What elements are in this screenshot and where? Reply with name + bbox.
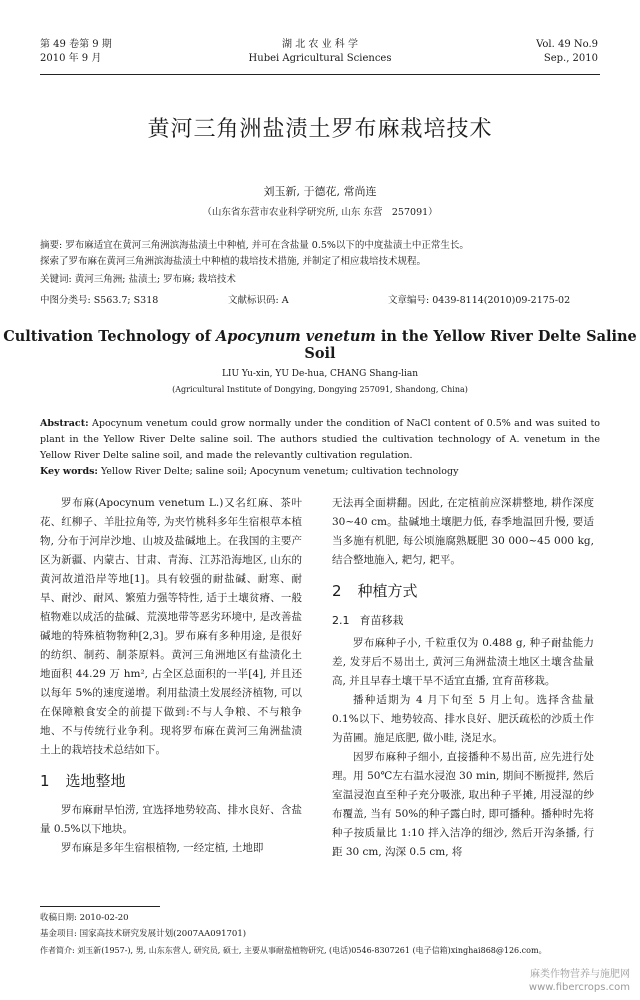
section-1-paragraph-1: 罗布麻耐旱怕涝, 宜选择地势较高、排水良好、含盐量 0.5%以下地块。 xyxy=(40,804,302,835)
article-number: 文章编号: 0439-8114(2010)09-2175-02 xyxy=(388,295,571,306)
abstract-en xyxy=(40,416,600,464)
body-column-left xyxy=(40,494,302,858)
abstract-cn-line1: 摘要: 罗布麻适宜在黄河三角洲滨海盐渍土中种植, 并可在含盐量 0.5%以下的中度盐渍土中正常生长。 xyxy=(40,240,469,251)
title-en-part1: Cultivation Technology of xyxy=(3,328,216,345)
header-rule xyxy=(40,74,600,75)
section-2-number: 2 xyxy=(332,582,342,600)
footnote-rule xyxy=(40,906,160,907)
issue-date-en: Sep., 2010 xyxy=(543,53,598,64)
document-code: 文献标识码: A xyxy=(228,295,289,306)
abstract-en-label: Abstract: xyxy=(40,418,89,429)
authors-en: LIU Yu-xin, YU De-hua, CHANG Shang-lian xyxy=(221,369,419,379)
title-en-species: Apocynum venetum xyxy=(215,328,376,345)
watermark-line2: www.fibercrops.com xyxy=(528,982,630,993)
section-1-title: 选地整地 xyxy=(65,772,126,790)
section-1-paragraph-2: 罗布麻是多年生宿根植物, 一经定植, 土地即 xyxy=(61,842,264,854)
keywords-en-label: Key words: xyxy=(40,466,98,477)
section-2-1-paragraph-1: 罗布麻种子小, 千粒重仅为 0.488 g, 种子耐盐能力差, 发芽后不易出土, 黄河三角洲盐渍土地区土壤含盐量高, 并且早春土壤干旱不适宜直播, 宜育苗移栽。 xyxy=(332,637,594,687)
paper-title-cn: 黄河三角洲盐渍土罗布麻栽培技术 xyxy=(147,117,493,142)
volume-issue: 第 49 卷第 9 期 xyxy=(40,39,112,50)
footnote-fund: 基金项目: 国家高技术研究发展计划(2007AA091701) xyxy=(40,929,247,939)
paper-title-en xyxy=(0,328,640,362)
body-column-right xyxy=(332,494,594,862)
volume-issue-en: Vol. 49 No.9 xyxy=(536,39,598,50)
section-2-1-heading xyxy=(332,611,594,630)
watermark-line1: 麻类作物营养与施肥网 xyxy=(530,969,630,980)
clc-number: 中图分类号: S563.7; S318 xyxy=(40,295,159,306)
abstract-cn-line2: 探索了罗布麻在黄河三角洲滨海盐渍土中种植的栽培技术措施, 并制定了相应栽培技术规程。 xyxy=(40,256,427,267)
keywords-en xyxy=(40,466,600,477)
affiliation-en: (Agricultural Institute of Dongying, Dongying 257091, Shandong, China) xyxy=(172,385,468,394)
intro-paragraph: 罗布麻(Apocynum venetum L.)又名红麻、茶叶花、红柳子、羊肚拉角等, 为夹竹桃科多年生宿根草本植物, 分布于河岸沙地、山坡及盐碱地上。在我国的主要产区为新疆、内蒙古、甘肃、青海、江苏沿海地区, 山东的黄河故道沿岸等地[1]。具有较强的耐盐碱、耐寒、耐旱、耐沙、耐风、繁殖力强等特性, 适于土壤贫瘠、一般植物难以成活的盐碱、荒漠地带等恶劣环境中, 是改善盐碱地的特殊植物物种[2,3]。罗布麻有多种用途, 是很好的纺织、制药、制茶原料。黄河三角洲地区有盐渍化土地面积 44.29 万 hm², 占全区总面积的一半[4], 并且还以每年 5%的速度递增。利用盐渍土发展经济植物, 可以在保障粮食安全的前提下做到:不与人争粮、不与粮争地、不与传统行业争利。现将罗布麻在黄河三角洲盐渍土上的栽培技术总结如下。 xyxy=(40,497,302,756)
section-1-number: 1 xyxy=(40,772,50,790)
journal-volume-info-en xyxy=(536,38,598,66)
section-2-title: 种植方式 xyxy=(357,582,418,600)
section-2-1-title: 育苗移栽 xyxy=(359,614,404,627)
section-1-continuation: 无法再全面耕翻。因此, 在定植前应深耕整地, 耕作深度 30~40 cm。盐碱地土壤肥力低, 春季地温回升慢, 要适当多施有机肥, 每公顷施腐熟厩肥 30 000~45 000 kg, 结合整地施入, 耙匀, 耙平。 xyxy=(332,497,594,566)
keywords-en-text: Yellow River Delte; saline soil; Apocynum venetum; cultivation technology xyxy=(100,466,459,477)
watermark xyxy=(529,968,630,994)
keywords-cn: 关键词: 黄河三角洲; 盐渍土; 罗布麻; 栽培技术 xyxy=(40,274,236,285)
authors-cn: 刘玉新, 于德花, 常尚连 xyxy=(263,185,377,198)
journal-name-cn: 湖 北 农 业 科 学 xyxy=(282,39,358,50)
section-1-heading xyxy=(40,772,302,791)
section-2-1-paragraph-2: 播种适期为 4 月下旬至 5 月上旬。选择含盐量 0.1%以下、地势较高、排水良好、肥沃疏松的沙质土作为苗圃。施足底肥, 做小畦, 浇足水。 xyxy=(332,694,594,744)
title-en-part2: in the Yellow River Delte Saline Soil xyxy=(304,328,637,362)
footnote-author: 作者简介: 刘玉新(1957-), 男, 山东东营人, 研究员, 硕士, 主要从事耐盐植物研究, (电话)0546-8307261 (电子信箱)xinghai868@126.com。 xyxy=(40,946,547,955)
footnote-received: 收稿日期: 2010-02-20 xyxy=(40,913,129,923)
section-2-heading xyxy=(332,582,594,601)
section-2-1-paragraph-3: 因罗布麻种子细小, 直接播种不易出苗, 应先进行处理。用 50℃左右温水浸泡 30 min, 期间不断搅拌, 然后室温浸泡直至种子充分吸涨, 取出种子平摊, 用浸湿的纱布覆盖, 当有 50%的种子露白时, 即可播种。播种时先将种子按质量比 1:10 拌入洁净的细沙, 然后开沟条播, 行距 30 cm, 沟深 0.5 cm, 将 xyxy=(332,751,594,858)
abstract-en-text: Apocynum venetum could grow normally under the condition of NaCl content of 0.5% and was suited to plant in the Yellow River Delte saline soil. The authors studied the cultivation technology of A. venetum in the Yellow River Delte saline soil, and made the relevantly cultivation regulation. xyxy=(40,418,600,461)
section-2-1-number: 2.1 xyxy=(332,614,350,627)
journal-name-en: Hubei Agricultural Sciences xyxy=(248,53,392,64)
affiliation-cn: （山东省东营市农业科学研究所, 山东 东营 257091） xyxy=(202,207,438,218)
issue-date: 2010 年 9 月 xyxy=(40,53,102,64)
